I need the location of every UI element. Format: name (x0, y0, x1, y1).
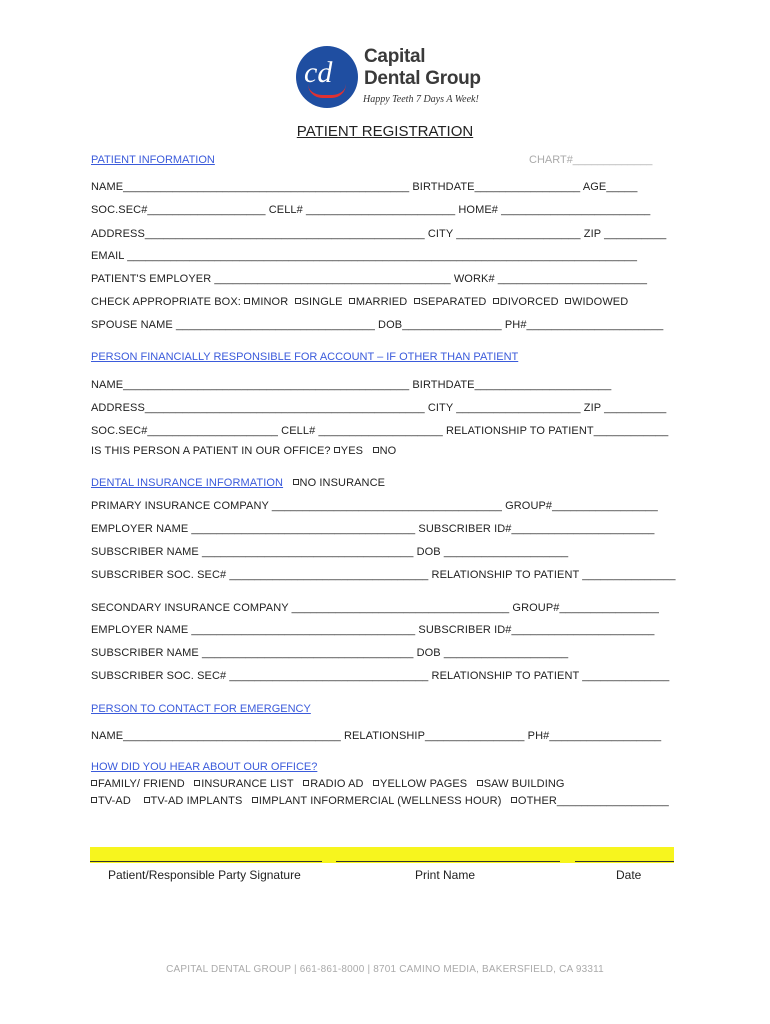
spouse-line[interactable]: SPOUSE NAME ________________________________ DOB________________ PH#______________________ (91, 319, 664, 331)
option-saw-building[interactable]: SAW BUILDING (477, 778, 565, 790)
responsible-address-line[interactable]: ADDRESS_____________________________________________ CITY ____________________ ZIP __________ (91, 402, 667, 414)
option-other[interactable]: OTHER__________________ (511, 795, 669, 807)
section-heading-referral: HOW DID YOU HEAR ABOUT OUR OFFICE? (91, 761, 318, 773)
insurance-heading-row (91, 477, 385, 489)
section-heading-emergency: PERSON TO CONTACT FOR EMERGENCY (91, 703, 311, 715)
patient-email-line[interactable]: EMAIL __________________________________________________________________________________ (91, 250, 638, 262)
secondary-company-line[interactable]: SECONDARY INSURANCE COMPANY ___________________________________ GROUP#________________ (91, 602, 659, 614)
option-single[interactable]: SINGLE (295, 296, 343, 308)
option-no[interactable]: NO (373, 445, 397, 457)
checkbox-icon[interactable] (493, 298, 499, 304)
responsible-name-line[interactable]: NAME______________________________________________ BIRTHDATE______________________ (91, 379, 612, 391)
secondary-ssn-line[interactable]: SUBSCRIBER SOC. SEC# ________________________________ RELATIONSHIP TO PATIENT ______________ (91, 670, 670, 682)
patient-address-line[interactable]: ADDRESS_____________________________________________ CITY ____________________ ZIP __________ (91, 228, 667, 240)
is-patient-row (91, 445, 396, 457)
checkbox-icon[interactable] (414, 298, 420, 304)
patient-name-line[interactable]: NAME______________________________________________ BIRTHDATE_________________ AGE_____ (91, 181, 638, 193)
primary-company-line[interactable]: PRIMARY INSURANCE COMPANY _____________________________________ GROUP#_________________ (91, 500, 658, 512)
option-insurance-list[interactable]: INSURANCE LIST (194, 778, 293, 790)
checkbox-icon[interactable] (511, 797, 517, 803)
primary-employer-line[interactable]: EMPLOYER NAME ____________________________________ SUBSCRIBER ID#_______________________ (91, 523, 655, 535)
date-label: Date (616, 868, 642, 882)
responsible-ssn-line[interactable]: SOC.SEC#_____________________ CELL# ____________________ RELATIONSHIP TO PATIENT____________ (91, 425, 669, 437)
section-heading-patient: PATIENT INFORMATION (91, 154, 215, 166)
referral-row-1 (91, 778, 565, 790)
checkbox-icon[interactable] (349, 298, 355, 304)
option-implant-informercial[interactable]: IMPLANT INFORMERCIAL (WELLNESS HOUR) (252, 795, 502, 807)
checkbox-icon[interactable] (373, 447, 379, 453)
checkbox-icon[interactable] (334, 447, 340, 453)
checkbox-icon[interactable] (295, 298, 301, 304)
option-minor[interactable]: MINOR (244, 296, 288, 308)
page-title: PATIENT REGISTRATION (296, 123, 474, 140)
checkbox-icon[interactable] (303, 780, 309, 786)
logo-name-line2: Dental Group (364, 68, 481, 89)
checkbox-icon[interactable] (91, 780, 97, 786)
secondary-subscriber-line[interactable]: SUBSCRIBER NAME __________________________________ DOB ____________________ (91, 647, 569, 659)
checkbox-icon[interactable] (144, 797, 150, 803)
marital-prefix: CHECK APPROPRIATE BOX: (91, 296, 241, 308)
option-radio-ad[interactable]: RADIO AD (303, 778, 363, 790)
patient-employer-line[interactable]: PATIENT'S EMPLOYER ______________________________________ WORK# ________________________ (91, 273, 648, 285)
print-name-field[interactable] (336, 861, 560, 862)
chart-number-field[interactable]: CHART#_____________ (529, 154, 653, 166)
is-patient-question: IS THIS PERSON A PATIENT IN OUR OFFICE? (91, 445, 331, 457)
option-no-insurance[interactable]: NO INSURANCE (293, 477, 386, 489)
date-field[interactable] (575, 861, 674, 862)
primary-ssn-line[interactable]: SUBSCRIBER SOC. SEC# ________________________________ RELATIONSHIP TO PATIENT _______________ (91, 569, 676, 581)
option-separated[interactable]: SEPARATED (414, 296, 487, 308)
checkbox-icon[interactable] (477, 780, 483, 786)
section-heading-responsible: PERSON FINANCIALLY RESPONSIBLE FOR ACCOUNT – IF OTHER THAN PATIENT (91, 351, 519, 363)
patient-ssn-line[interactable]: SOC.SEC#___________________ CELL# ________________________ HOME# ________________________ (91, 204, 651, 216)
checkbox-icon[interactable] (91, 797, 97, 803)
logo-monogram: cd (304, 56, 333, 89)
option-tv-ad[interactable]: TV-AD (91, 795, 131, 807)
option-married[interactable]: MARRIED (349, 296, 407, 308)
option-family-friend[interactable]: FAMILY/ FRIEND (91, 778, 185, 790)
checkbox-icon[interactable] (293, 479, 299, 485)
checkbox-icon[interactable] (194, 780, 200, 786)
primary-subscriber-line[interactable]: SUBSCRIBER NAME __________________________________ DOB ____________________ (91, 546, 569, 558)
option-divorced[interactable]: DIVORCED (493, 296, 559, 308)
signature-field[interactable] (90, 861, 322, 862)
signature-label: Patient/Responsible Party Signature (108, 868, 301, 882)
logo-tagline: Happy Teeth 7 Days A Week! (363, 94, 479, 105)
secondary-employer-line[interactable]: EMPLOYER NAME ____________________________________ SUBSCRIBER ID#_______________________ (91, 624, 655, 636)
checkbox-icon[interactable] (252, 797, 258, 803)
print-name-label: Print Name (415, 868, 476, 882)
option-tv-ad-implants[interactable]: TV-AD IMPLANTS (144, 795, 243, 807)
option-yellow-pages[interactable]: YELLOW PAGES (373, 778, 467, 790)
checkbox-icon[interactable] (244, 298, 250, 304)
checkbox-icon[interactable] (373, 780, 379, 786)
logo-name-line1: Capital (364, 46, 426, 67)
footer-contact: CAPITAL DENTAL GROUP | 661-861-8000 | 8701 CAMINO MEDIA, BAKERSFIELD, CA 93311 (166, 964, 604, 975)
marital-status-row (91, 296, 628, 308)
referral-row-2 (91, 795, 669, 807)
option-widowed[interactable]: WIDOWED (565, 296, 628, 308)
emergency-line[interactable]: NAME___________________________________ RELATIONSHIP________________ PH#__________________ (91, 730, 662, 742)
section-heading-insurance: DENTAL INSURANCE INFORMATION (91, 477, 284, 489)
option-yes[interactable]: YES (334, 445, 363, 457)
checkbox-icon[interactable] (565, 298, 571, 304)
